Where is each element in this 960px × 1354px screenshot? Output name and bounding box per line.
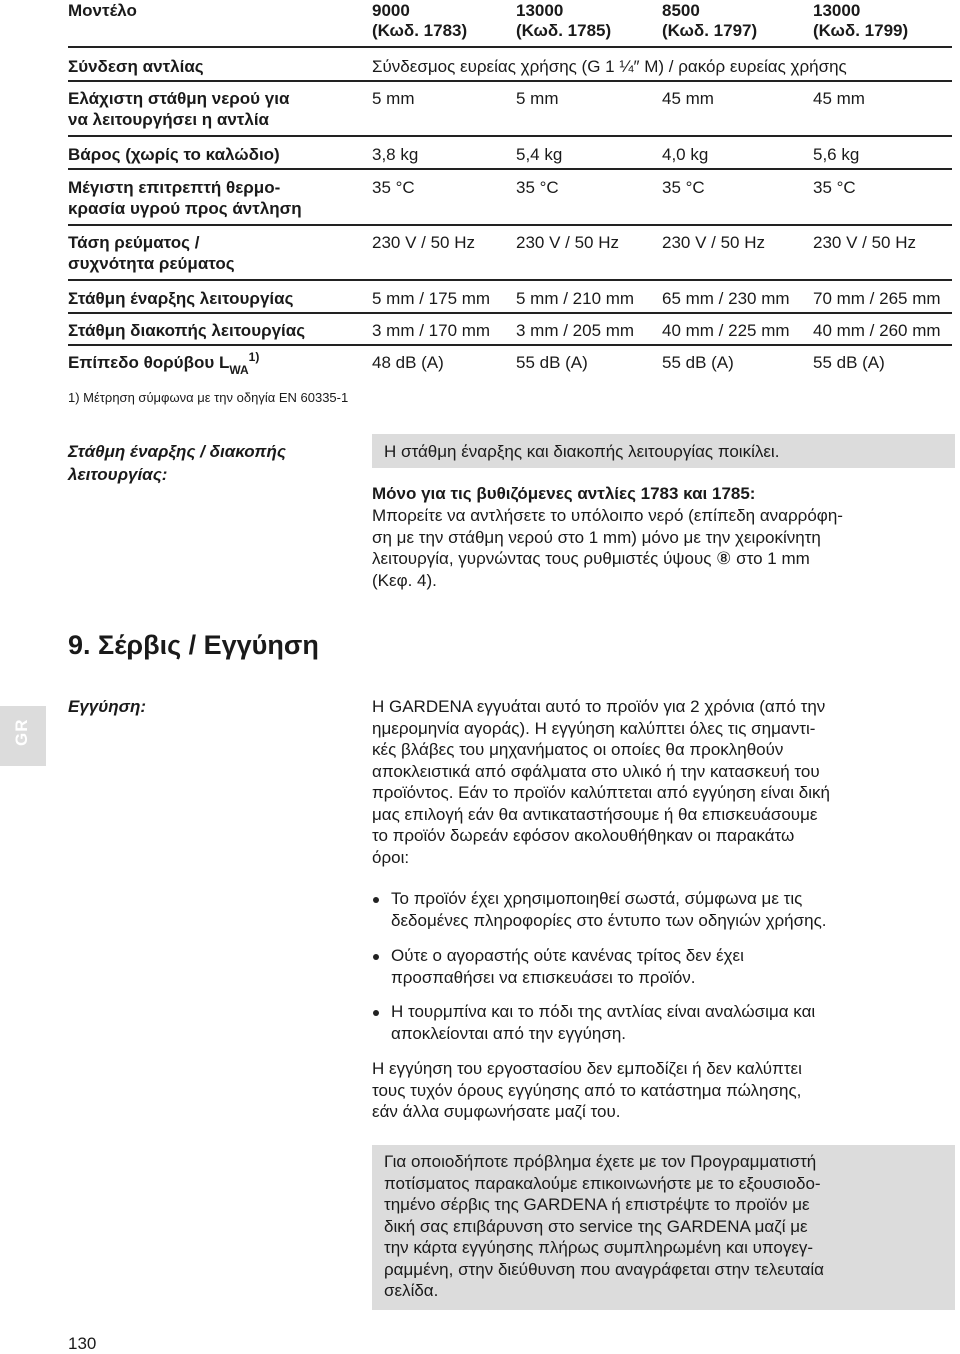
cell-value: 230 V / 50 Hz [516, 233, 620, 252]
cell-value: 5,4 kg [516, 145, 563, 164]
text-line: Το προϊόν έχει χρησιμοποιηθεί σωστά, σύμφωνα με τις [391, 889, 803, 908]
text-line: Μπορείτε να αντλήσετε το υπόλοιπο νερό (επίπεδη αναρρόφη- [372, 506, 843, 525]
divider [68, 344, 952, 346]
divider [68, 80, 952, 82]
weight-label: Βάρος (χωρίς το καλώδιο) [68, 145, 280, 164]
bullet-icon [373, 897, 379, 903]
levels-highlight-box [372, 434, 955, 468]
text-line: την κάρτα εγγύησης πλήρως συμπληρωμένη και υπογεγ- [384, 1238, 814, 1257]
text-line: λειτουργία, γυρνώντας τους ρυθμιστές ύψους ⑧ στο 1 mm [372, 549, 810, 568]
connection-value: Σύνδεσμος ευρείας χρήσης (G 1 ¼″ M) / ρακόρ ευρείας χρήσης [372, 57, 847, 76]
text-line: Η τουρμπίνα και το πόδι της αντλίας είναι αναλώσιμα και [391, 1002, 816, 1021]
model-num: 9000 [372, 1, 410, 20]
start-level-label: Στάθμη έναρξης λειτουργίας [68, 289, 294, 308]
voltage-label: Τάση ρεύματος / [68, 233, 200, 252]
text-line: ραμμένη, στην διεύθυνση που αναγράφεται στην τελευταία [384, 1259, 824, 1279]
text-line: αποκλείονται από την εγγύηση. [391, 1024, 627, 1043]
cell-value: 65 mm / 230 mm [662, 289, 790, 308]
text-line: Η εγγύηση του εργοστασίου δεν εμποδίζει ή δεν καλύπτει [372, 1059, 802, 1078]
text-line: μας επιλογή εάν θα αντικαταστήσουμε ή θα επισκευάσουμε [372, 804, 818, 824]
text-line: Ούτε ο αγοραστής ούτε κανένας τρίτος δεν έχει [391, 946, 744, 965]
cell-value: 5 mm [516, 89, 559, 108]
list-item [391, 888, 826, 932]
page-number: 130 [68, 1334, 97, 1353]
text-line: δική σας επιβάρυνση στο service της GARDENA μαζί με [384, 1216, 808, 1236]
text-line: ποτίσματος παρακαλούμε επικοινωνήστε με το εξουσιοδο- [384, 1173, 821, 1193]
divider [68, 135, 952, 137]
min-water-label: Ελάχιστη στάθμη νερού για [68, 89, 290, 108]
list-item [391, 1001, 815, 1045]
warranty-label: Εγγύηση: [68, 697, 147, 716]
cell-value: 230 V / 50 Hz [372, 233, 476, 252]
text-line: προϊόντος. Εάν το προϊόν καλύπτεται από εγγύηση είναι δική [372, 783, 830, 802]
text-line: κές βλάβες του μηχανήματος οι οποίες θα προκληθούν [372, 740, 784, 759]
cell-value: 70 mm / 265 mm [813, 289, 941, 308]
cell-value: 45 mm [813, 89, 865, 108]
text-line: σελίδα. [384, 1281, 439, 1300]
divider [68, 279, 952, 281]
section-title: 9. Σέρβις / Εγγύηση [68, 630, 319, 660]
cell-value: 55 dB (A) [813, 353, 885, 372]
text-line: προσπαθήσει να επισκευάσει το προϊόν. [391, 968, 696, 987]
levels-label [68, 440, 286, 486]
divider [68, 46, 952, 48]
noise-subscript: WA [229, 363, 249, 377]
cell-value: 5 mm / 210 mm [516, 289, 635, 308]
text-line: ση με την στάθμη νερού στο 1 mm) μόνο με την χειροκίνητη [372, 527, 821, 547]
divider [68, 312, 952, 314]
model-code: (Κωδ. 1783) [372, 21, 468, 40]
cell-value: 45 mm [662, 89, 714, 108]
language-tab-label: GR [12, 718, 31, 746]
cell-value: 55 dB (A) [662, 353, 734, 372]
text-line: δεδομένες πληροφορίες στο έντυπο των οδηγιών χρήσης. [391, 911, 827, 930]
cell-value: 3 mm / 170 mm [372, 321, 491, 340]
max-temp-label: Μέγιστη επιτρεπτή θερμο- [68, 178, 281, 197]
voltage-label: συχνότητα ρεύματος [68, 254, 235, 273]
cell-value: 35 °C [372, 178, 415, 197]
bullet-icon [373, 1010, 379, 1016]
model-num: 13000 [813, 1, 861, 20]
cell-value: 230 V / 50 Hz [813, 233, 917, 252]
noise-superscript: 1) [248, 350, 260, 364]
footnote: 1) Μέτρηση σύμφωνα με την οδηγία EN 60335-1 [68, 390, 349, 405]
text-line: Η GARDENA εγγυάται αυτό το προϊόν για 2 χρόνια (από την [372, 697, 826, 716]
list-item [391, 945, 744, 989]
cell-value: 35 °C [662, 178, 705, 197]
cell-value: 35 °C [516, 178, 559, 197]
model-label: Μοντέλο [68, 1, 137, 20]
service-info-box [372, 1145, 955, 1310]
warranty-intro [372, 696, 830, 868]
text-line: όροι: [372, 847, 410, 867]
cell-value: 40 mm / 225 mm [662, 321, 790, 340]
text-line: αποκλειστικά από σφάλματα στο υλικό ή την κατασκευή του [372, 761, 820, 781]
noise-label-text: Επίπεδο θορύβου L [68, 353, 230, 372]
cell-value: 3 mm / 205 mm [516, 321, 635, 340]
cell-value: 48 dB (A) [372, 353, 444, 372]
bullet-icon [373, 954, 379, 960]
levels-label-line: λειτουργίας: [68, 465, 168, 484]
text-line: (Κεφ. 4). [372, 570, 437, 590]
levels-paragraph [372, 505, 843, 591]
text-line: τους τυχόν όρους εγγύησης από το κατάστημα πώλησης, [372, 1080, 802, 1100]
model-code: (Κωδ. 1785) [516, 21, 612, 40]
cell-value: 5 mm [372, 89, 415, 108]
model-code: (Κωδ. 1799) [813, 21, 909, 40]
warranty-outro [372, 1058, 802, 1123]
divider [68, 168, 952, 170]
cell-value: 4,0 kg [662, 145, 709, 164]
cell-value: 55 dB (A) [516, 353, 588, 372]
model-num: 13000 [516, 1, 564, 20]
cell-value: 230 V / 50 Hz [662, 233, 766, 252]
cell-value: 5,6 kg [813, 145, 860, 164]
max-temp-label: κρασία υγρού προς άντληση [68, 199, 302, 218]
stop-level-label: Στάθμη διακοπής λειτουργίας [68, 321, 306, 340]
min-water-label: να λειτουργήσει η αντλία [68, 110, 269, 129]
model-code: (Κωδ. 1797) [662, 21, 758, 40]
text-line: το προϊόν δωρεάν εφόσον ακολουθήθηκαν οι παρακάτω [372, 826, 795, 845]
cell-value: 40 mm / 260 mm [813, 321, 941, 340]
service-info-text [384, 1151, 824, 1302]
levels-label-line: Στάθμη έναρξης / διακοπής [68, 442, 286, 461]
text-line: τημένο σέρβις της GARDENA ή επιστρέψτε το προϊόν με [384, 1195, 810, 1214]
cell-value: 3,8 kg [372, 145, 419, 164]
cell-value: 35 °C [813, 178, 856, 197]
text-line: εάν άλλα συμφωνήσατε μαζί του. [372, 1102, 621, 1121]
connection-label: Σύνδεση αντλίας [68, 57, 204, 76]
model-num: 8500 [662, 1, 700, 20]
cell-value: 5 mm / 175 mm [372, 289, 491, 308]
levels-bold-line: Μόνο για τις βυθιζόμενες αντλίες 1783 και 1785: [372, 484, 756, 503]
text-line: Για οποιοδήποτε πρόβλημα έχετε με τον Προγραμματιστή [384, 1152, 817, 1171]
text-line: ημερομηνία αγοράς). Η εγγύηση καλύπτει όλες τις σημαντι- [372, 718, 816, 738]
noise-label [68, 352, 259, 375]
divider [68, 224, 952, 226]
language-tab [0, 706, 46, 766]
levels-box-text: Η στάθμη έναρξης και διακοπής λειτουργίας ποικίλει. [384, 442, 780, 461]
